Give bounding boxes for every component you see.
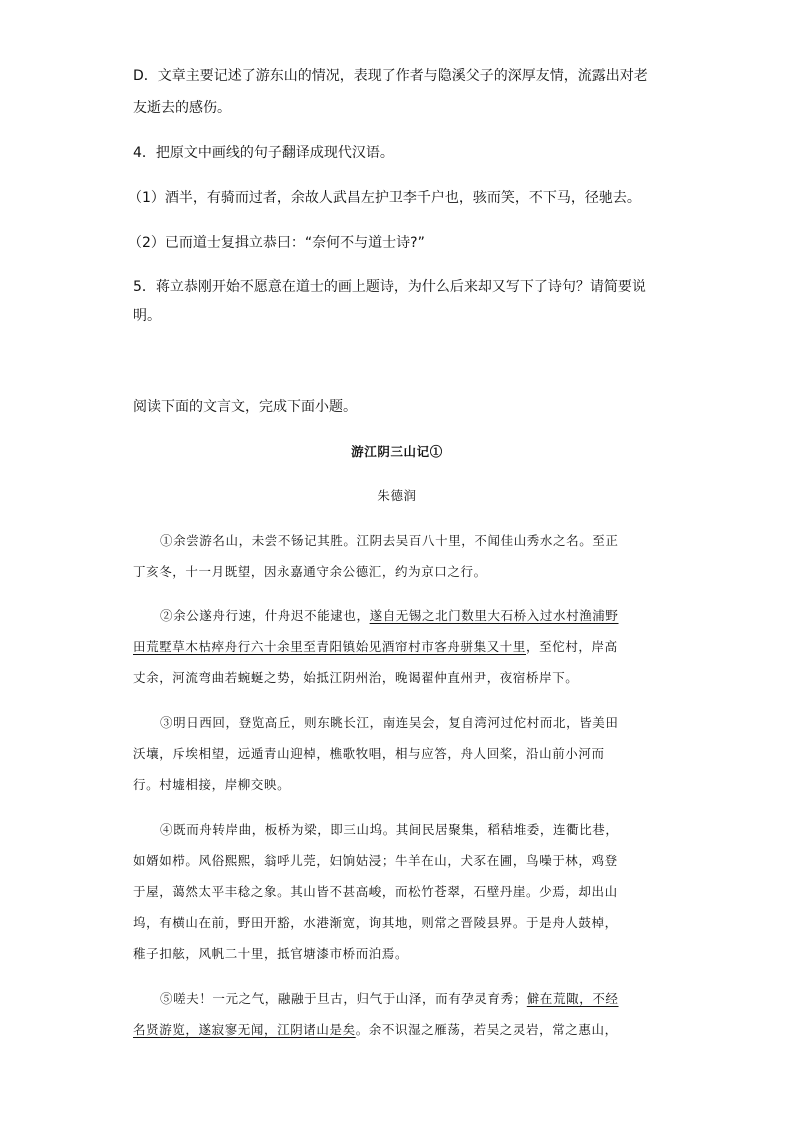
- essay-paragraph-4-line-1: ④既而舟转岸曲，板桥为梁，即三山坞。其间民居聚集，稻秸堆委，连衢比巷，: [160, 822, 619, 837]
- underlined-sentence: 僻在荒陬，不经: [526, 991, 619, 1006]
- question-3-option-d-line-2: 友逝去的感伤。: [133, 100, 231, 116]
- essay-title: 游江阴三山记①: [351, 444, 443, 459]
- question-3-option-d-line-1: D．文章主要记述了游东山的情况，表现了作者与隐溪父子的深厚友情，流露出对老: [133, 68, 648, 84]
- essay-paragraph-2-line-1: [160, 606, 690, 626]
- essay-paragraph-1-line-2: 丁亥冬，十一月既望，因永嘉通守余公德汇，约为京口之行。: [133, 564, 487, 579]
- essay-paragraph-5-line-2: [133, 1020, 663, 1040]
- essay-paragraph-3-line-1: ③明日西回，登览高丘，则东眺长江，南连吴会，复自湾河过佗村而北，皆美田: [160, 715, 619, 730]
- question-4: 4．把原文中画线的句子翻译成现代汉语。: [133, 145, 394, 161]
- essay-author: 朱德润: [377, 488, 417, 503]
- essay-paragraph-4-line-4: 坞，有横山在前，野田开豁，水港渐宽，询其地，则常之晋陵县界。于是舟人鼓棹，: [133, 915, 618, 930]
- essay-paragraph-5-text: ⑤嗟夫！一元之气，融融于旦古，归气于山泽，而有孕灵育秀；: [160, 991, 527, 1006]
- essay-paragraph-2-text: ②余公遂舟行速，什舟迟不能逮也，: [160, 608, 370, 623]
- essay-paragraph-2-text: ，至佗村，岸高: [526, 639, 618, 654]
- reading-instruction: 阅读下面的文言文，完成下面小题。: [133, 399, 357, 415]
- essay-paragraph-1-line-1: ①余尝游名山，未尝不钖记其胜。江阴去吴百八十里，不闻佳山秀水之名。至正: [160, 533, 619, 548]
- essay-paragraph-2-line-2: [133, 637, 663, 657]
- essay-paragraph-3-line-3: 行。村墟相接，岸柳交映。: [133, 777, 291, 792]
- question-4-part-2: （2）已而道士复揖立恭曰：“奈何不与道士诗?”: [128, 235, 425, 251]
- essay-paragraph-5-line-1: [160, 989, 690, 1009]
- question-5-line-2: 明。: [133, 308, 161, 324]
- question-4-part-1: （1）酒半，有骑而过者，余故人武昌左护卫李千户也，骇而笑，不下马，径驰去。: [128, 190, 641, 206]
- essay-paragraph-5-text: 。余不识湿之雁荡，若吴之灵岩，常之惠山，: [355, 1022, 618, 1037]
- underlined-sentence: 名贤游览，遂寂寥无闻，江阴诸山是矣: [133, 1022, 356, 1037]
- essay-paragraph-4-line-2: 如婿如栉。风俗熙熙，翁呼儿莞，妇饷姑浸；牛羊在山，犬豕在圃，鸟噪于林，鸡登: [133, 853, 618, 868]
- essay-paragraph-4-line-3: 于屋，蔼然太平丰稔之象。其山皆不甚高峻，而松竹苍翠，石壁丹崖。少焉，却出山: [133, 884, 618, 899]
- essay-paragraph-2-line-3: 丈余，河流弯曲若蜿蜒之势，始抵江阴州治，晚谒翟仲直州尹，夜宿桥岸下。: [133, 670, 579, 685]
- question-5-line-1: 5．蒋立恭刚开始不愿意在道士的画上题诗，为什么后来却又写下了诗句？请简要说: [133, 279, 646, 295]
- underlined-sentence: 遂自无锡之北门数里大石桥入过水村渔浦野: [369, 608, 619, 623]
- underlined-sentence: 田荒墅草木枯瘁舟行六十余里至青阳镇始见酒帘村市客舟骈集又十里: [133, 639, 527, 654]
- essay-paragraph-3-line-2: 沃壤，斥埃相望，远遁青山迎棹，樵歌牧唱，相与应答，舟人回桨，沿山前小河而: [133, 746, 605, 761]
- essay-paragraph-4-line-5: 稚子扣舷，风帆二十里，抵官塘漆市桥而泊焉。: [133, 946, 409, 961]
